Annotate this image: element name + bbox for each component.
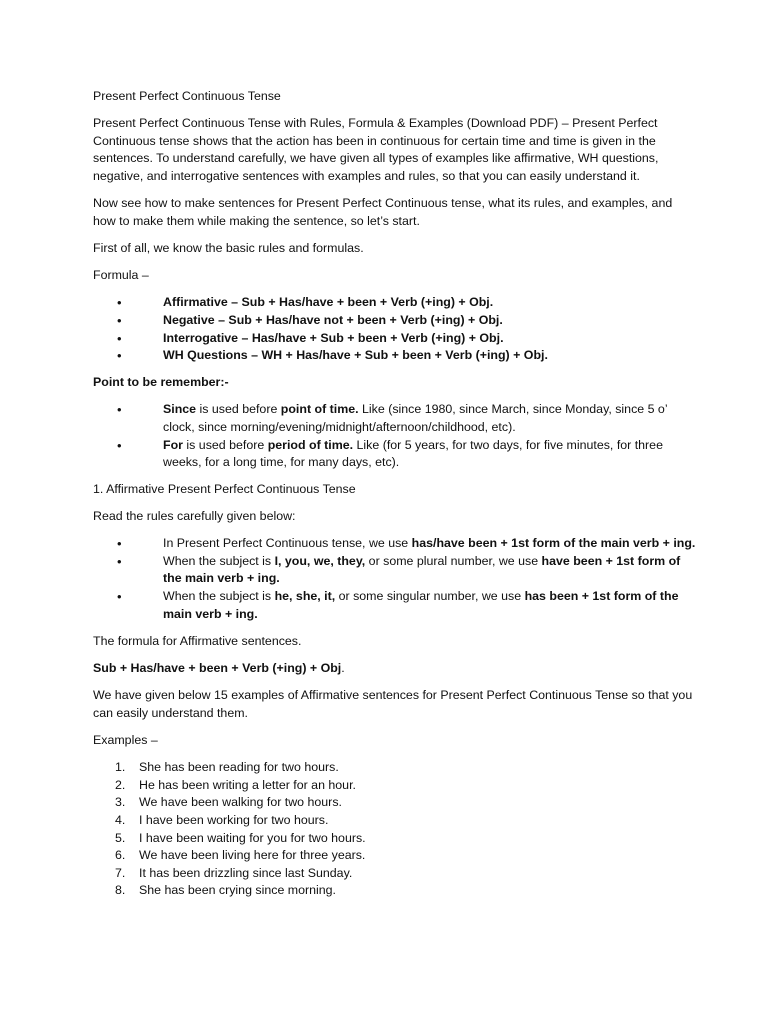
formula-negative [93, 312, 698, 330]
formula-list [93, 294, 698, 364]
since-mid: is used before [196, 402, 281, 417]
list-item [93, 812, 698, 830]
list-item [93, 759, 698, 777]
formula-affirmative [93, 294, 698, 312]
how-to-paragraph: Now see how to make sentences for Present Perfect Continuous tense, what its rules, and examples, and how to make them while making the sentence, so let’s start. [93, 196, 673, 228]
affirmative-formula-label: The formula for Affirmative sentences. [93, 633, 302, 648]
since-bold: point of time. [280, 402, 359, 417]
rule-bold: has/have been + 1st form of the main verb + ing. [411, 536, 696, 551]
formula-wh-questions [93, 347, 698, 365]
example-number: 2. [115, 777, 126, 792]
read-rules-paragraph: Read the rules carefully given below: [93, 509, 296, 524]
for-rest: Like (for 5 years, for two days, for five minutes, for three weeks, for a long time, for many days, etc). [163, 437, 663, 470]
rule-bold: he, she, it, [274, 589, 336, 603]
rule-text: or some singular number, we use [335, 589, 525, 603]
example-number: 8. [115, 883, 126, 898]
formula-text: Negative – Sub + Has/have not + been + Verb (+ing) + Obj. [163, 312, 503, 327]
rule-1 [93, 535, 698, 553]
rule-bold: has been + 1st form of the main verb + ing. [163, 589, 679, 621]
for-rule [93, 437, 698, 472]
example-text: She has been reading for two hours. [139, 760, 339, 775]
since-rule [93, 401, 698, 436]
rule-bold: I, you, we, they, [274, 553, 366, 568]
for-mid: is used before [182, 437, 268, 452]
formula-text: Affirmative – Sub + Has/have + been + Verb (+ing) + Obj. [163, 295, 494, 310]
formula-text: Interrogative – Has/have + Sub + been + Verb (+ing) + Obj. [163, 330, 504, 345]
example-text: We have been walking for two hours. [139, 795, 342, 810]
list-item [93, 882, 698, 900]
formula-text: WH Questions – WH + Has/have + Sub + been + Verb (+ing) + Obj. [163, 348, 548, 363]
rule-3 [93, 588, 698, 623]
list-item [93, 777, 698, 795]
affirmative-formula [93, 660, 698, 678]
remember-list [93, 401, 698, 471]
formula-heading: Formula – [93, 268, 149, 283]
example-number: 7. [115, 865, 126, 880]
example-number: 1. [115, 760, 126, 775]
remember-heading [93, 374, 698, 392]
example-text: He has been writing a letter for an hour. [139, 777, 356, 792]
list-item [93, 794, 698, 812]
intro-paragraph: Present Perfect Continuous Tense with Rules, Formula & Examples (Download PDF) – Present Perfect Continuous tense shows that the action has been in continuous for certain time and time is given in the sentences. To understand carefully, we have given all types of examples like affirmative, WH questions, negative, and interrogative sentences with examples and rules, so that you can easily understand it. [93, 116, 659, 183]
for-bold: period of time. [267, 437, 354, 452]
remember-heading-text: Point to be remember:- [93, 375, 229, 390]
basic-rules-paragraph: First of all, we know the basic rules and formulas. [93, 240, 364, 255]
rule-text: When the subject is [163, 553, 275, 568]
example-text: I have been working for two hours. [139, 812, 329, 827]
since-word: Since [163, 402, 197, 417]
list-item [93, 865, 698, 883]
rule-2 [93, 553, 698, 588]
examples-heading: Examples – [93, 732, 158, 747]
section-heading: 1. Affirmative Present Perfect Continuous Tense [93, 482, 356, 497]
rule-text: or some plural number, we use [365, 553, 542, 568]
affirmative-formula-dot: . [341, 660, 345, 675]
example-text: We have been living here for three years. [139, 848, 366, 863]
list-item [93, 830, 698, 848]
example-text: It has been drizzling since last Sunday. [139, 865, 353, 880]
examples-list [93, 759, 698, 900]
rule-text: When the subject is [163, 589, 275, 603]
since-rest: Like (since 1980, since March, since Monday, since 5 o’ clock, since morning/evening/midnight/afternoon/childhood, etc). [163, 402, 668, 435]
example-number: 6. [115, 848, 126, 863]
page-title: Present Perfect Continuous Tense [93, 89, 281, 103]
formula-interrogative [93, 330, 698, 348]
example-text: She has been crying since morning. [139, 883, 336, 898]
list-item [93, 847, 698, 865]
example-number: 5. [115, 830, 126, 845]
rule-bold: have been + 1st form of the main verb + ing. [163, 553, 681, 586]
example-text: I have been waiting for you for two hours. [139, 830, 366, 845]
example-number: 3. [115, 795, 126, 810]
example-number: 4. [115, 812, 126, 827]
rules-list [93, 535, 698, 623]
for-word: For [163, 437, 183, 452]
examples-intro: We have given below 15 examples of Affirmative sentences for Present Perfect Continuous Tense so that you can easily understand them. [93, 688, 693, 720]
rule-text: In Present Perfect Continuous tense, we use [163, 536, 412, 551]
affirmative-formula-text: Sub + Has/have + been + Verb (+ing) + Obj [93, 660, 342, 675]
